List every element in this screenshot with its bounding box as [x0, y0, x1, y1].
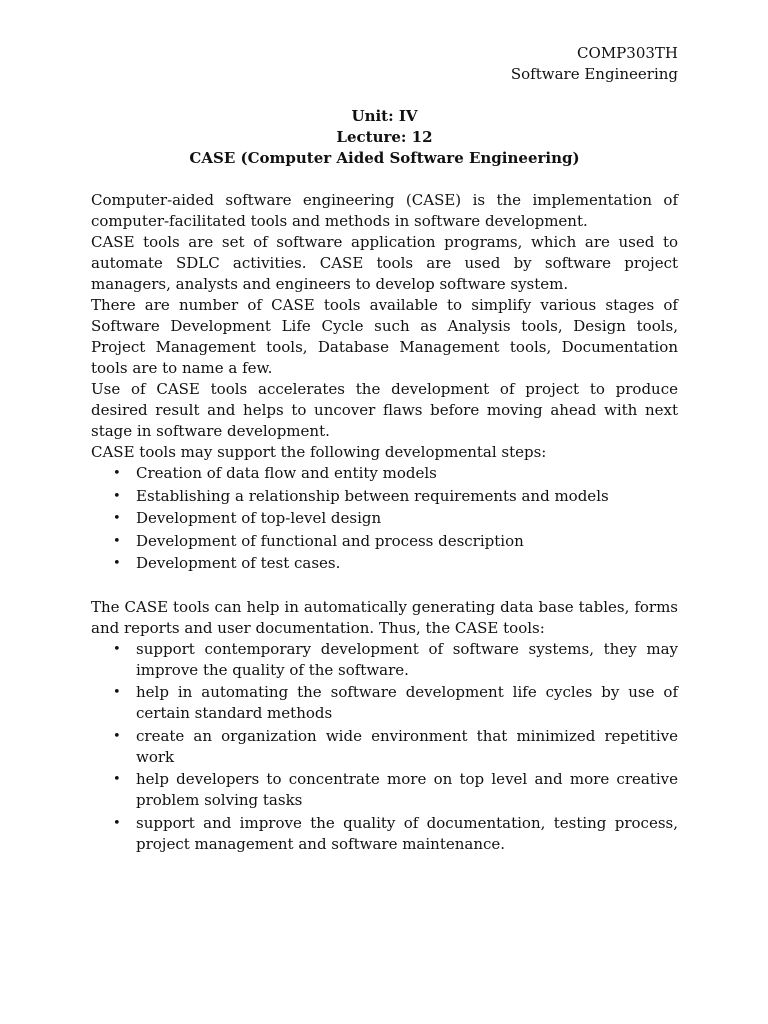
- list-item: • support contemporary development of software systems, they may improve the quality of the software.: [113, 639, 678, 679]
- list-item: • help developers to concentrate more on top level and more creative problem solving tasks: [113, 770, 678, 809]
- list-item: • support and improve the quality of documentation, testing process, project management and software maintenance.: [113, 813, 678, 853]
- course-code: COMP303TH: [577, 44, 678, 62]
- benefits-list: [91, 639, 678, 855]
- lecture-title: Lecture: 12: [336, 128, 433, 146]
- course-name: Software Engineering: [510, 65, 678, 83]
- list-item: • create an organization wide environment that minimized repetitive work: [113, 726, 678, 766]
- steps-list: [91, 463, 678, 574]
- paragraph-tools-benefit: Use of CASE tools accelerates the development of project to produce desired result and helps to uncover flaws before moving ahead with next stage in software development.: [91, 380, 678, 440]
- paragraph-case-tools-help: The CASE tools can help in automatically generating data base tables, forms and reports and user documentation. Thus, the CASE tools:: [91, 597, 678, 637]
- bullet-icon: •: [113, 641, 121, 657]
- paragraph-steps-intro: CASE tools may support the following developmental steps:: [91, 443, 547, 461]
- bullet-icon: •: [113, 685, 121, 700]
- bullet-icon: •: [113, 488, 121, 504]
- bullet-icon: •: [113, 511, 121, 526]
- title-block: [91, 106, 678, 169]
- unit-title: Unit: IV: [351, 107, 418, 125]
- list-item: • Creation of data flow and entity models: [113, 464, 437, 482]
- paragraph-definition: Computer-aided software engineering (CASE) is the implementation of computer-facilitated tools and methods in software development.: [91, 191, 678, 230]
- bullet-icon: •: [113, 466, 121, 481]
- course-header: [91, 43, 678, 85]
- list-item: • Development of test cases.: [113, 554, 341, 572]
- bullet-icon: •: [113, 556, 121, 571]
- bullet-icon: •: [113, 533, 121, 549]
- paragraph-tools-purpose: CASE tools are set of software application programs, which are used to automate SDLC activities. CASE tools are used by software project managers, analysts and engineers to develop software system.: [91, 233, 678, 293]
- list-item: • Development of functional and process description: [113, 531, 524, 550]
- list-item: • Establishing a relationship between requirements and models: [113, 486, 609, 505]
- list-item: • Development of top-level design: [113, 509, 382, 527]
- topic-title: CASE (Computer Aided Software Engineering): [189, 149, 580, 167]
- bullet-icon: •: [113, 772, 121, 787]
- document-page: [91, 43, 678, 856]
- bullet-icon: •: [113, 728, 121, 744]
- paragraph-tools-available: There are number of CASE tools available to simplify various stages of Software Development Life Cycle such as Analysis tools, Design tools, Project Management tools, Database Management tools, Documentation tools are to name a few.: [91, 296, 678, 377]
- list-item: • help in automating the software development life cycles by use of certain standard methods: [113, 683, 678, 722]
- bullet-icon: •: [113, 815, 121, 831]
